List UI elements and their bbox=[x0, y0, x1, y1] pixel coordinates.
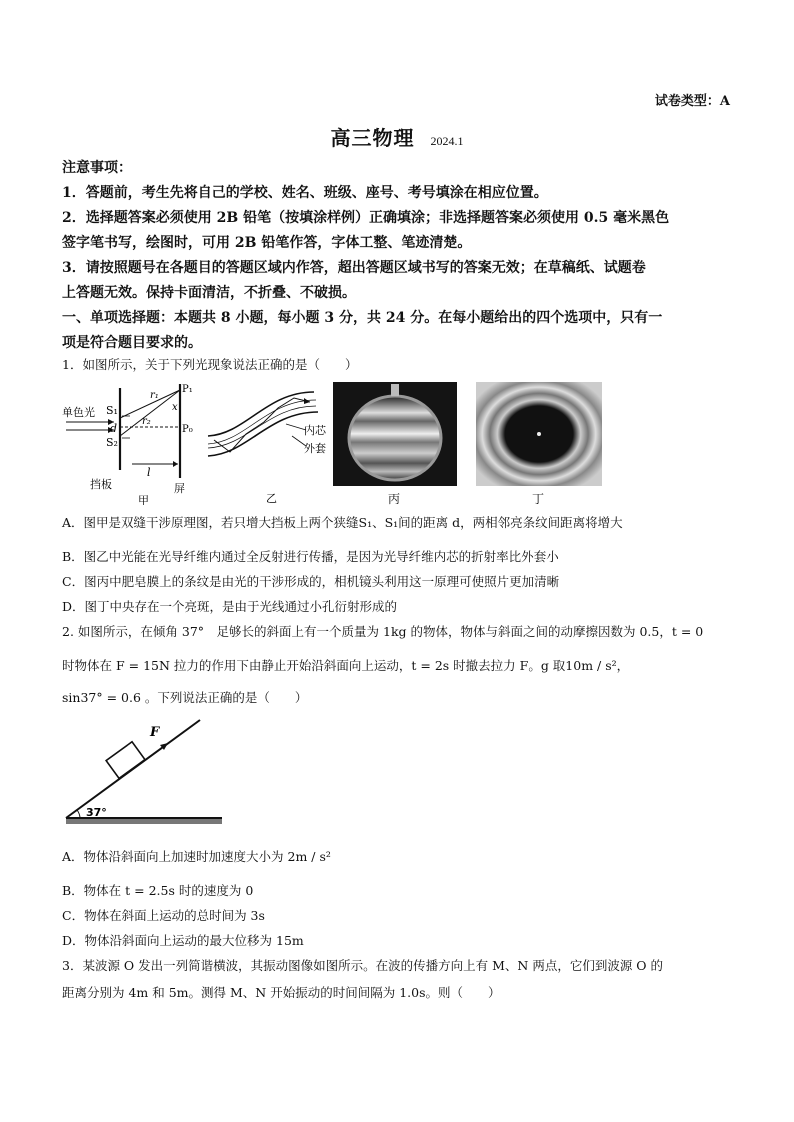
q2-option-c: C．物体在斜面上运动的总时间为 3s bbox=[62, 908, 265, 923]
label-cladding: 外套 bbox=[304, 442, 326, 455]
paper-type: 试卷类型：A bbox=[654, 94, 730, 109]
label-p1: P₁ bbox=[182, 384, 193, 395]
label-r2: r₂ bbox=[142, 416, 151, 427]
q1-option-a: A．图甲是双缝干涉原理图，若只增大挡板上两个狭缝S₁、S₁间的距离 d，两相邻亮条纹间距离将增大 bbox=[62, 515, 623, 530]
exam-date: 2024.1 bbox=[430, 134, 464, 148]
label-baffle: 挡板 bbox=[90, 478, 112, 491]
label-x: x bbox=[172, 402, 178, 413]
diffraction-image bbox=[476, 382, 602, 486]
q1-option-b: B．图乙中光能在光导纤维内通过全反射进行传播，是因为光导纤维内芯的折射率比外套小 bbox=[62, 549, 559, 564]
label-d: d bbox=[110, 422, 118, 435]
block bbox=[106, 742, 145, 779]
note-item: 2．选择题答案必须使用 2B 铅笔（按填涂样例）正确填涂；非选择题答案必须使用 0.5 毫米黑色 bbox=[62, 210, 670, 226]
label-monochrome-light: 单色光 bbox=[62, 406, 95, 419]
q2-stem-line3: sin37° = 0.6 。下列说法正确的是（ ） bbox=[62, 690, 308, 705]
note-item: 上答题无效。保持卡面清洁，不折叠、不破损。 bbox=[62, 285, 356, 301]
optical-fiber-figure bbox=[206, 384, 336, 506]
title-block bbox=[0, 122, 794, 151]
q3-stem-line1: 3．某波源 O 发出一列简谐横波，其振动图像如图所示。在波的传播方向上有 M、N 两点，它们到波源 O 的 bbox=[62, 958, 664, 973]
section-heading: 一、单项选择题：本题共 8 小题，每小题 3 分，共 24 分。在每小题给出的四个选项中，只有一 bbox=[62, 310, 663, 326]
incline-figure bbox=[62, 714, 224, 830]
q2-option-b: B．物体在 t = 2.5s 时的速度为 0 bbox=[62, 883, 254, 898]
label-r1: r₁ bbox=[150, 390, 159, 401]
label-angle: 37° bbox=[86, 806, 107, 819]
q2-option-a: A．物体沿斜面向上加速时加速度大小为 2m / s² bbox=[62, 849, 331, 864]
q2-stem-line2: 时物体在 F = 15N 拉力的作用下由静止开始沿斜面向上运动，t = 2s 时撤去拉力 F。g 取10m / s²， bbox=[62, 658, 630, 673]
q1-option-c: C．图丙中肥皂膜上的条纹是由光的干涉形成的，相机镜头利用这一原理可使照片更加清晰 bbox=[62, 574, 560, 589]
note-item: 3．请按照题号在各题目的答题区域内作答，超出答题区域书写的答案无效；在草稿纸、试题卷 bbox=[62, 260, 646, 276]
diffraction-photo bbox=[476, 382, 602, 486]
page-title: 高三物理 bbox=[330, 126, 415, 150]
soap-film-photo bbox=[333, 382, 457, 486]
label-l: l bbox=[147, 466, 151, 479]
q3-stem-line2: 距离分别为 4m 和 5m。测得 M、N 开始振动的时间间隔为 1.0s。则（ ） bbox=[62, 985, 501, 1000]
q1-stem: 1．如图所示，关于下列光现象说法正确的是（ ） bbox=[62, 357, 358, 372]
label-s1: S₁ bbox=[106, 404, 118, 417]
label-screen: 屏 bbox=[174, 482, 185, 495]
label-core: 内芯 bbox=[304, 424, 326, 437]
note-item: 签字笔书写，绘图时，可用 2B 铅笔作答，字体工整、笔迹清楚。 bbox=[62, 235, 472, 251]
note-item: 1．答题前，考生先将自己的学校、姓名、班级、座号、考号填涂在相应位置。 bbox=[62, 185, 548, 201]
soap-film-image bbox=[333, 382, 457, 486]
sub-label-ding: 丁 bbox=[532, 492, 545, 506]
notes-heading: 注意事项： bbox=[62, 160, 132, 176]
sub-label-yi: 乙 bbox=[266, 492, 277, 505]
sub-label-jia: 甲 bbox=[138, 494, 149, 505]
section-heading-cont: 项是符合题目要求的。 bbox=[62, 335, 202, 351]
label-force: F bbox=[150, 725, 160, 740]
q2-stem-line1: 2. 如图所示，在倾角 37° 足够长的斜面上有一个质量为 1kg 的物体，物体与斜面之间的动摩擦因数为 0.5，t = 0 bbox=[62, 624, 704, 639]
sub-label-bing: 丙 bbox=[388, 492, 401, 506]
label-p0: P₀ bbox=[182, 424, 193, 435]
double-slit-figure bbox=[62, 380, 204, 505]
label-s2: S₂ bbox=[106, 436, 118, 449]
q2-option-d: D．物体沿斜面向上运动的最大位移为 15m bbox=[62, 933, 304, 948]
q1-option-d: D．图丁中央存在一个亮斑，是由于光线通过小孔衍射形成的 bbox=[62, 599, 398, 614]
notes-section bbox=[62, 156, 734, 356]
